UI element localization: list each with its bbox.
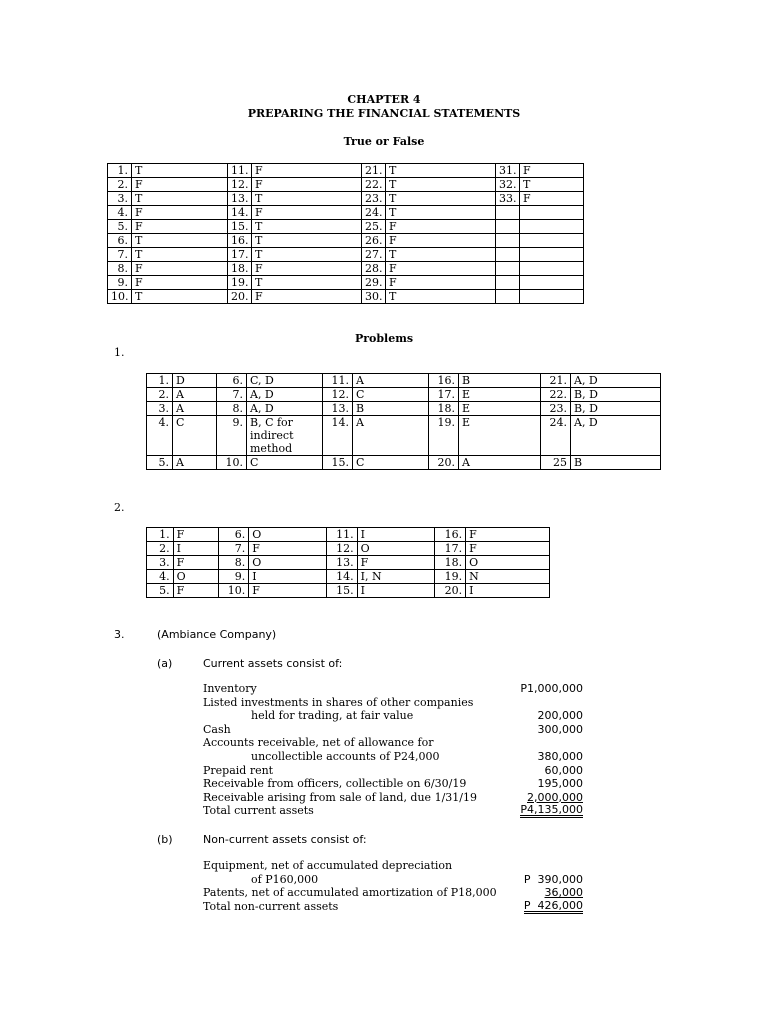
item-number: 9. <box>218 570 249 584</box>
answer-cell: I, N <box>357 570 435 584</box>
item-number: 17. <box>228 248 252 262</box>
answer-cell: A <box>459 456 541 470</box>
answer-cell: O <box>357 542 435 556</box>
item-number <box>496 220 520 234</box>
line-item <box>203 682 585 696</box>
problem-2-row <box>147 570 550 584</box>
current-assets-list <box>203 682 585 818</box>
answer-cell: T <box>386 164 496 178</box>
answer-cell: C <box>353 456 429 470</box>
line-item-label: Equipment, net of accumulated depreciation <box>203 859 453 872</box>
item-number: 29. <box>362 276 386 290</box>
item-number: 7. <box>108 248 132 262</box>
answer-cell: O <box>249 528 327 542</box>
item-number: 33. <box>496 192 520 206</box>
item-number: 11. <box>323 374 353 388</box>
line-item-amount: 60,000 <box>544 763 583 777</box>
company-name: (Ambiance Company) <box>157 628 277 641</box>
line-item-amount: 2,000,000 <box>527 790 583 804</box>
line-item <box>203 777 585 791</box>
answer-cell: T <box>386 178 496 192</box>
answer-cell: F <box>252 206 362 220</box>
answer-cell: F <box>386 234 496 248</box>
answer-cell: F <box>249 542 327 556</box>
item-number: 6. <box>217 374 247 388</box>
item-number: 10. <box>217 456 247 470</box>
true-false-row <box>108 234 584 248</box>
item-number: 16. <box>228 234 252 248</box>
item-number: 27. <box>362 248 386 262</box>
line-item <box>203 723 585 737</box>
item-number: 1. <box>147 528 174 542</box>
true-false-row <box>108 262 584 276</box>
answer-cell: F <box>252 164 362 178</box>
answer-cell: A <box>173 388 217 402</box>
item-number: 18. <box>435 556 466 570</box>
answer-cell: O <box>173 570 218 584</box>
answer-cell: E <box>459 416 541 456</box>
item-number: 30. <box>362 290 386 304</box>
item-number <box>496 248 520 262</box>
answer-cell: F <box>132 276 228 290</box>
true-false-row <box>108 206 584 220</box>
item-number: 8. <box>217 402 247 416</box>
item-number: 22. <box>541 388 571 402</box>
item-number: 26. <box>362 234 386 248</box>
answer-cell: F <box>386 262 496 276</box>
line-item <box>203 764 585 778</box>
item-number <box>496 276 520 290</box>
item-number: 12. <box>327 542 358 556</box>
item-number: 4. <box>147 416 173 456</box>
item-number: 18. <box>228 262 252 276</box>
true-false-row <box>108 248 584 262</box>
line-item-label: Total current assets <box>203 804 314 818</box>
item-number: 31. <box>496 164 520 178</box>
item-number: 14. <box>323 416 353 456</box>
answer-cell: A, D <box>247 388 323 402</box>
line-item <box>203 804 585 818</box>
answer-cell: F <box>173 556 218 570</box>
answer-cell: B <box>459 374 541 388</box>
answer-cell: T <box>386 290 496 304</box>
item-number: 24. <box>541 416 571 456</box>
answer-cell: I <box>249 570 327 584</box>
answer-cell: B, D <box>571 402 661 416</box>
item-number: 13. <box>228 192 252 206</box>
answer-cell <box>520 206 584 220</box>
answer-cell: C <box>247 456 323 470</box>
item-number: 6. <box>218 528 249 542</box>
item-number: 24. <box>362 206 386 220</box>
answer-cell: T <box>132 164 228 178</box>
answer-cell: T <box>252 234 362 248</box>
item-number: 20. <box>435 584 466 598</box>
item-number: 25 <box>541 456 571 470</box>
problem-2-table <box>146 527 550 598</box>
answer-cell: A <box>173 402 217 416</box>
line-item-amount: P 390,000 <box>523 872 583 886</box>
answer-cell: A, D <box>571 416 661 456</box>
answer-cell <box>520 248 584 262</box>
answer-cell: T <box>132 248 228 262</box>
problem-1-row <box>147 402 661 416</box>
answer-cell: F <box>249 584 327 598</box>
item-number: 11. <box>228 164 252 178</box>
part-b-label: (b) <box>157 833 173 846</box>
item-number: 21. <box>362 164 386 178</box>
line-item-amount: 300,000 <box>537 722 583 736</box>
answer-cell: F <box>386 220 496 234</box>
answer-cell: C, D <box>247 374 323 388</box>
item-number: 25. <box>362 220 386 234</box>
answer-cell: F <box>357 556 435 570</box>
problem-2-row <box>147 542 550 556</box>
line-item-amount: 200,000 <box>537 709 583 723</box>
line-item-label: Listed investments in shares of other companies <box>203 695 474 709</box>
line-item-label: Accounts receivable, net of allowance for <box>203 736 434 750</box>
item-number: 19. <box>435 570 466 584</box>
item-number <box>496 262 520 276</box>
item-number: 16. <box>435 528 466 542</box>
answer-cell: D <box>173 374 217 388</box>
item-number: 3. <box>147 556 174 570</box>
answer-cell: I <box>357 528 435 542</box>
answer-cell: T <box>132 290 228 304</box>
item-number: 8. <box>218 556 249 570</box>
answer-cell: T <box>520 178 584 192</box>
line-item-label: Receivable arising from sale of land, due 1/31/19 <box>203 790 477 804</box>
answer-cell: I <box>466 584 550 598</box>
answer-cell: F <box>132 178 228 192</box>
part-b-heading: Non-current assets consist of: <box>203 833 367 846</box>
answer-cell <box>520 290 584 304</box>
answer-cell: F <box>132 262 228 276</box>
item-number: 3. <box>147 402 173 416</box>
item-number: 2. <box>108 178 132 192</box>
problem-1-row <box>147 388 661 402</box>
answer-cell: T <box>132 234 228 248</box>
chapter-label: CHAPTER 4 <box>347 93 421 106</box>
line-item-label: Total non-current assets <box>203 899 339 913</box>
item-number: 15. <box>228 220 252 234</box>
line-item <box>203 750 585 764</box>
line-item-label: of P160,000 <box>251 872 319 886</box>
problem-2-row <box>147 584 550 598</box>
answer-cell: F <box>520 164 584 178</box>
answer-cell: F <box>466 528 550 542</box>
item-number: 17. <box>435 542 466 556</box>
item-number: 9. <box>217 416 247 456</box>
problem-3-label: 3. <box>114 628 125 641</box>
answer-cell: T <box>386 192 496 206</box>
item-number: 3. <box>108 192 132 206</box>
page-title: PREPARING THE FINANCIAL STATEMENTS <box>247 107 521 120</box>
answer-cell: F <box>466 542 550 556</box>
line-item-amount: 195,000 <box>537 777 583 791</box>
line-item <box>203 859 585 873</box>
item-number: 15. <box>327 584 358 598</box>
item-number <box>496 290 520 304</box>
item-number: 2. <box>147 388 173 402</box>
problem-2-row <box>147 528 550 542</box>
true-false-row <box>108 276 584 290</box>
answer-cell: B <box>571 456 661 470</box>
line-item <box>203 696 585 710</box>
answer-cell: A, D <box>571 374 661 388</box>
item-number: 32. <box>496 178 520 192</box>
item-number: 10. <box>108 290 132 304</box>
item-number: 6. <box>108 234 132 248</box>
item-number: 10. <box>218 584 249 598</box>
item-number <box>496 234 520 248</box>
answer-cell: B, D <box>571 388 661 402</box>
answer-cell: T <box>132 192 228 206</box>
line-item <box>203 709 585 723</box>
part-a-heading: Current assets consist of: <box>203 657 343 670</box>
answer-cell: F <box>132 206 228 220</box>
true-false-row <box>108 290 584 304</box>
answer-cell: A <box>353 374 429 388</box>
answer-cell: F <box>520 192 584 206</box>
answer-cell: E <box>459 402 541 416</box>
item-number: 4. <box>147 570 174 584</box>
item-number: 20. <box>228 290 252 304</box>
answer-cell: T <box>252 276 362 290</box>
answer-cell: I <box>357 584 435 598</box>
line-item-amount: 380,000 <box>537 749 583 763</box>
answer-cell: B <box>353 402 429 416</box>
item-number: 22. <box>362 178 386 192</box>
answer-cell: F <box>386 276 496 290</box>
line-item-label: uncollectible accounts of P24,000 <box>251 749 440 763</box>
line-item-amount: 36,000 <box>544 886 583 900</box>
true-false-row <box>108 178 584 192</box>
item-number: 7. <box>217 388 247 402</box>
answer-cell: T <box>386 206 496 220</box>
line-item <box>203 873 585 887</box>
answer-cell: F <box>173 584 218 598</box>
line-item <box>203 736 585 750</box>
item-number: 1. <box>147 374 173 388</box>
true-false-row <box>108 220 584 234</box>
item-number: 23. <box>362 192 386 206</box>
item-number: 2. <box>147 542 174 556</box>
answer-cell: C <box>173 416 217 456</box>
answer-cell <box>520 262 584 276</box>
problem-1-row <box>147 456 661 470</box>
answer-cell: T <box>252 192 362 206</box>
item-number: 5. <box>108 220 132 234</box>
answer-cell <box>520 234 584 248</box>
true-false-row <box>108 192 584 206</box>
item-number: 16. <box>429 374 459 388</box>
answer-cell: F <box>252 290 362 304</box>
line-item <box>203 791 585 805</box>
problem-1-row <box>147 416 661 456</box>
item-number: 12. <box>323 388 353 402</box>
answer-cell <box>520 276 584 290</box>
item-number: 20. <box>429 456 459 470</box>
item-number: 21. <box>541 374 571 388</box>
item-number: 14. <box>228 206 252 220</box>
answer-cell: T <box>252 220 362 234</box>
item-number: 18. <box>429 402 459 416</box>
line-item-label: held for trading, at fair value <box>251 709 414 723</box>
problem-1-label: 1. <box>114 346 125 359</box>
item-number: 7. <box>218 542 249 556</box>
answer-cell: A, D <box>247 402 323 416</box>
true-false-table <box>107 163 584 304</box>
item-number: 4. <box>108 206 132 220</box>
section-title-true-false: True or False <box>343 135 425 148</box>
item-number: 12. <box>228 178 252 192</box>
item-number: 5. <box>147 584 174 598</box>
problem-2-row <box>147 556 550 570</box>
line-item <box>203 900 585 914</box>
answer-cell: F <box>173 528 218 542</box>
answer-cell: N <box>466 570 550 584</box>
item-number: 8. <box>108 262 132 276</box>
answer-cell: F <box>252 262 362 276</box>
item-number: 1. <box>108 164 132 178</box>
problem-2-label: 2. <box>114 501 125 514</box>
non-current-assets-list <box>203 859 585 913</box>
item-number: 14. <box>327 570 358 584</box>
line-item-label: Inventory <box>203 682 257 695</box>
answer-cell <box>520 220 584 234</box>
item-number: 13. <box>323 402 353 416</box>
answer-cell: O <box>249 556 327 570</box>
line-item-amount: P1,000,000 <box>520 682 583 695</box>
answer-cell: B, C for indirect method <box>247 416 323 456</box>
item-number: 11. <box>327 528 358 542</box>
line-item <box>203 886 585 900</box>
part-a-label: (a) <box>157 657 173 670</box>
answer-cell: C <box>353 388 429 402</box>
answer-cell: I <box>173 542 218 556</box>
answer-cell: F <box>132 220 228 234</box>
line-item-label: Receivable from officers, collectible on 6/30/19 <box>203 777 467 791</box>
item-number: 28. <box>362 262 386 276</box>
problem-1-row <box>147 374 661 388</box>
true-false-row <box>108 164 584 178</box>
item-number: 19. <box>228 276 252 290</box>
answer-cell: O <box>466 556 550 570</box>
item-number: 5. <box>147 456 173 470</box>
line-item-label: Prepaid rent <box>203 763 274 777</box>
line-item-label: Cash <box>203 722 231 736</box>
answer-cell: A <box>353 416 429 456</box>
answer-cell: T <box>386 248 496 262</box>
item-number: 15. <box>323 456 353 470</box>
item-number: 17. <box>429 388 459 402</box>
answer-cell: A <box>173 456 217 470</box>
line-item-amount: P 426,000 <box>523 898 583 912</box>
line-item-label: Patents, net of accumulated amortization of P18,000 <box>203 886 497 900</box>
item-number: 23. <box>541 402 571 416</box>
problem-1-table <box>146 373 661 470</box>
item-number: 13. <box>327 556 358 570</box>
item-number: 19. <box>429 416 459 456</box>
answer-cell: T <box>252 248 362 262</box>
section-title-problems: Problems <box>354 332 414 345</box>
answer-cell: F <box>252 178 362 192</box>
answer-cell: E <box>459 388 541 402</box>
item-number: 9. <box>108 276 132 290</box>
item-number <box>496 206 520 220</box>
line-item-amount: P4,135,000 <box>520 803 583 817</box>
